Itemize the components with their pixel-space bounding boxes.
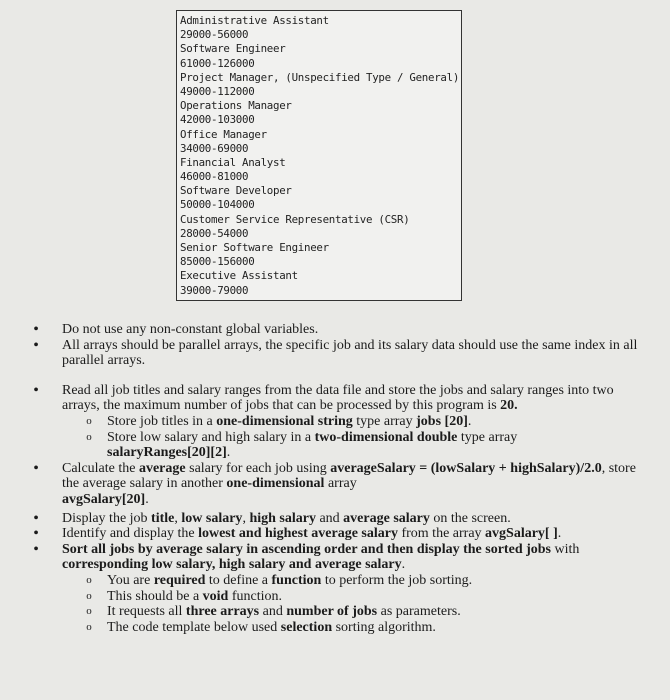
sub-bullet-item: o Store job titles in a one-dimensional string type array jobs [20].	[30, 414, 650, 430]
data-file-line: 28000-54000	[180, 226, 249, 240]
bullet-icon: •	[33, 321, 39, 338]
instructions	[30, 322, 650, 635]
bullet-icon: •	[33, 459, 39, 477]
data-file-line: 34000-69000	[180, 141, 249, 155]
bullet-item: • Identify and display the lowest and highest average salary from the array avgSalary[ ].	[30, 526, 650, 542]
data-file-line: 39000-79000	[180, 283, 249, 297]
data-file-line: Administrative Assistant	[180, 14, 329, 27]
bullet-icon: •	[33, 509, 39, 527]
sub-bullet-icon: o	[86, 605, 92, 618]
data-file-line: Software Engineer	[180, 42, 286, 56]
bullet-icon: •	[33, 540, 39, 558]
data-file-line: 42000-103000	[180, 113, 255, 127]
data-file-line: Office Manager	[180, 127, 267, 141]
data-file-line: 29000-56000	[180, 28, 249, 42]
data-file-line: Operations Manager	[180, 99, 292, 113]
bullet-item: • Sort all jobs by average salary in ascending order and then display the sorted jobs with corresponding low salary, high salary and average salary.	[30, 542, 650, 573]
bullet-icon: •	[33, 381, 39, 399]
bullet-item: • All arrays should be parallel arrays, the specific job and its salary data should use the same index in all parallel arrays.	[30, 338, 650, 369]
bullet-icon: •	[33, 525, 39, 543]
data-file-line: Project Manager, (Unspecified Type / General)	[180, 70, 460, 84]
data-file-line: 50000-104000	[180, 198, 255, 212]
data-file-line: 49000-112000	[180, 84, 255, 98]
sub-bullet-icon: o	[86, 573, 92, 586]
data-file-line: 61000-126000	[180, 56, 255, 70]
sub-bullet-item: o Store low salary and high salary in a two-dimensional double type array salaryRanges[20][2].	[30, 430, 650, 461]
data-file-line: Customer Service Representative (CSR)	[180, 212, 410, 226]
data-file-line: 46000-81000	[180, 170, 249, 184]
sub-bullet-icon: o	[86, 430, 92, 443]
bullet-icon: •	[33, 336, 39, 354]
data-file-line: 85000-156000	[180, 255, 255, 269]
bullet-item: • Read all job titles and salary ranges from the data file and store the jobs and salary ranges into two arrays, the maximum number of jobs that can be processed by this program is 20.	[30, 383, 650, 414]
data-file-box	[176, 10, 462, 301]
data-file-line: Executive Assistant	[180, 269, 298, 283]
sub-bullet-item: o The code template below used selection sorting algorithm.	[30, 620, 650, 636]
data-file-line: Software Developer	[180, 184, 292, 198]
data-file-line: Financial Analyst	[180, 155, 286, 169]
sub-bullet-icon: o	[86, 589, 92, 602]
sub-bullet-icon: o	[86, 620, 92, 633]
bullet-item: • Calculate the average salary for each job using averageSalary = (lowSalary + highSalary)/2.0, store the average salary in another one-dimensional array avgSalary[20].	[30, 461, 650, 508]
sub-bullet-icon: o	[86, 414, 92, 427]
data-file-line: Senior Software Engineer	[180, 241, 329, 254]
bullet-item: • Display the job title, low salary, high salary and average salary on the screen.	[30, 511, 650, 527]
sub-bullet-item: o You are required to define a function to perform the job sorting.	[30, 573, 650, 589]
bullet-item: • Do not use any non-constant global variables.	[30, 322, 650, 338]
sub-bullet-item: o It requests all three arrays and number of jobs as parameters.	[30, 604, 650, 620]
sub-bullet-item: o This should be a void function.	[30, 589, 650, 605]
